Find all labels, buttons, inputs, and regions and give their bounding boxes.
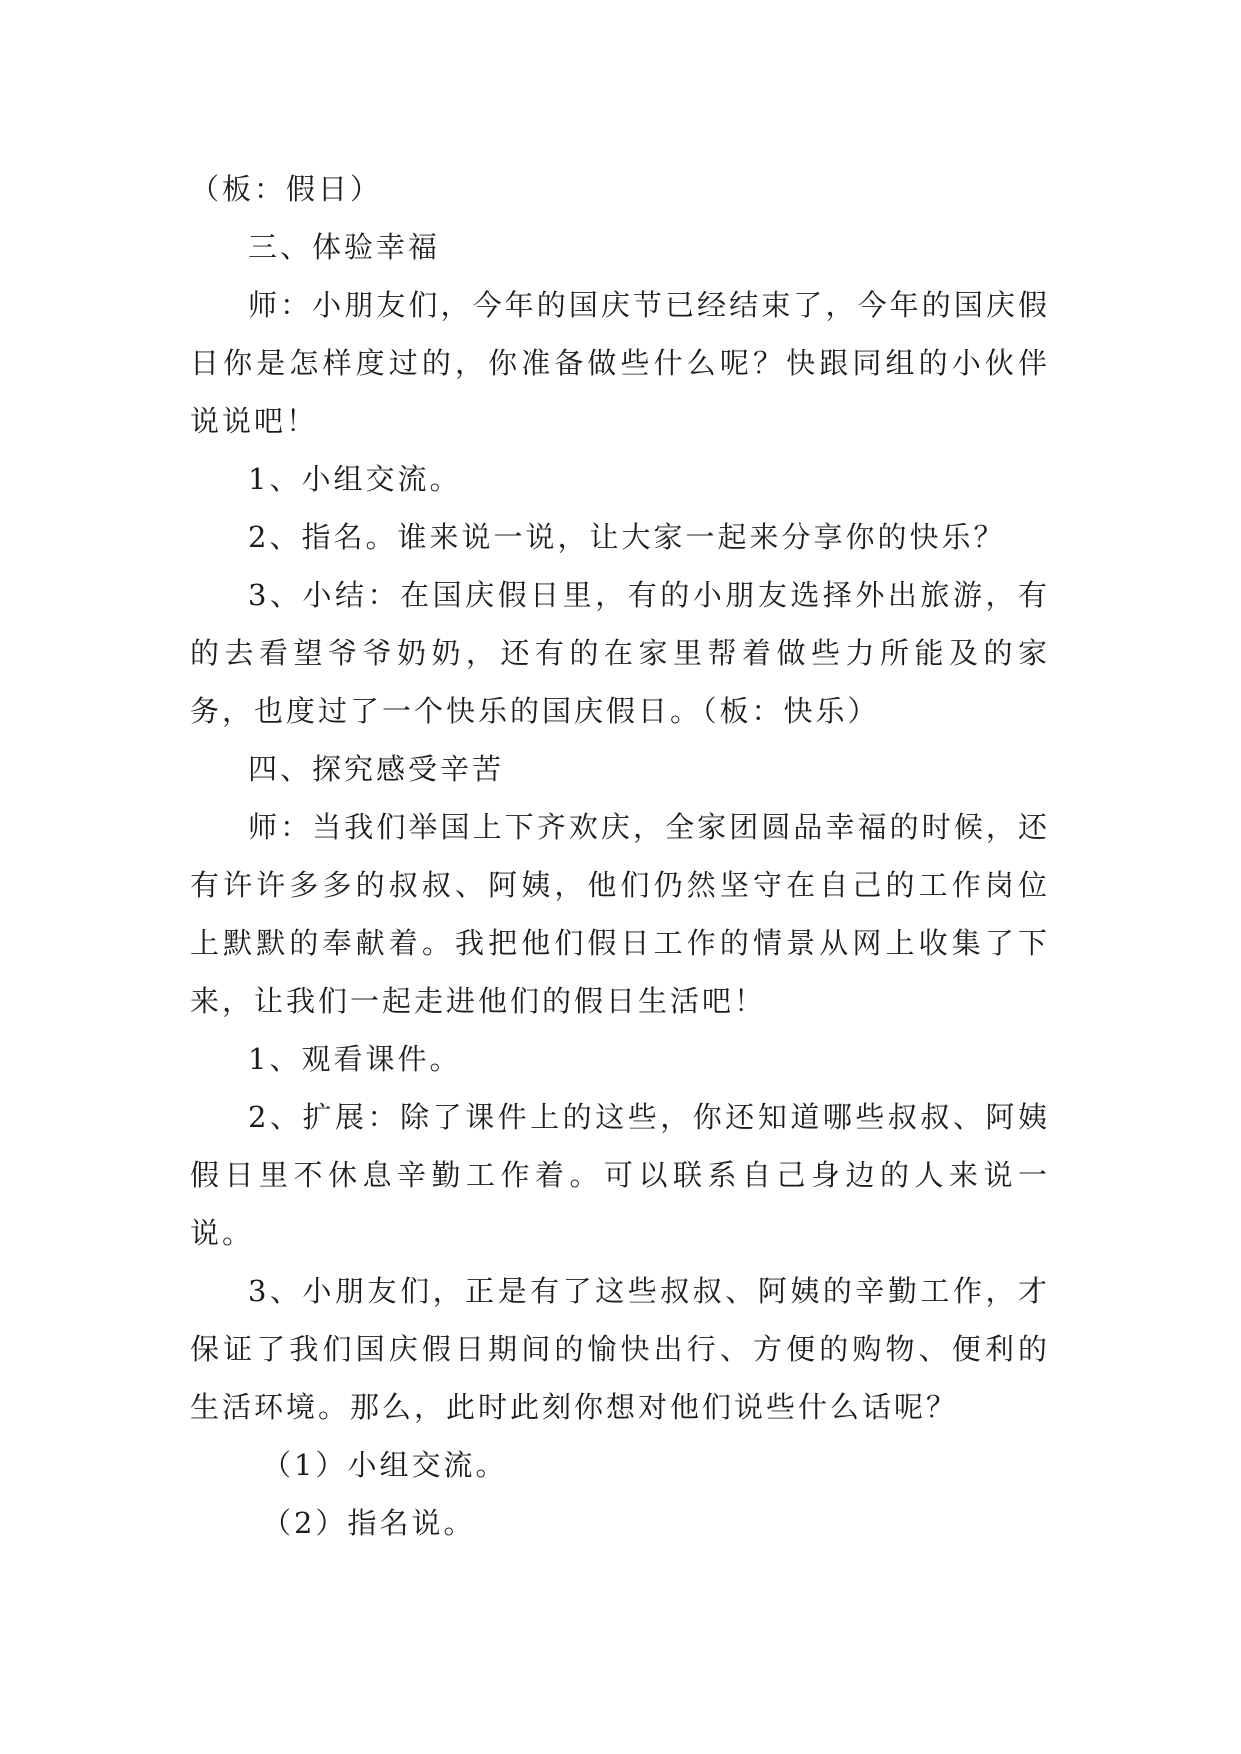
paragraph-thanks-workers: 3、小朋友们，正是有了这些叔叔、阿姨的辛勤工作，才保证了我们国庆假日期间的愉快出行、方便的购物、便利的生活环境。那么，此时此刻你想对他们说些什么话呢？	[190, 1274, 1050, 1424]
document-body	[190, 160, 1050, 1552]
paragraph-teacher-intro: 师：当我们举国上下齐欢庆，全家团圆品幸福的时候，还有许许多多的叔叔、阿姨，他们仍然坚守在自己的工作岗位上默默的奉献着。我把他们假日工作的情景从网上收集了下来，让我们一起走进他们的假日生活吧！	[190, 810, 1050, 1018]
paragraph-teacher-question: 师：小朋友们，今年的国庆节已经结束了，今年的国庆假日你是怎样度过的，你准备做些什么呢？快跟同组的小伙伴说说吧！	[190, 288, 1050, 438]
paragraph-summary: 3、小结：在国庆假日里，有的小朋友选择外出旅游，有的去看望爷爷奶奶，还有的在家里帮着做些力所能及的家务，也度过了一个快乐的国庆假日。（板：快乐）	[190, 578, 1050, 728]
section-heading-experience-happiness: 三、体验幸福	[248, 230, 441, 264]
paragraph-sub-group-discussion: （1）小组交流。	[262, 1448, 508, 1482]
section-heading-explore-hardship: 四、探究感受辛苦	[248, 752, 505, 786]
paragraph-watch-courseware: 1、观看课件。	[248, 1042, 462, 1076]
paragraph-extension: 2、扩展：除了课件上的这些，你还知道哪些叔叔、阿姨假日里不休息辛勤工作着。可以联系自己身边的人来说一说。	[190, 1100, 1050, 1250]
paragraph-sub-call-on: （2）指名说。	[262, 1506, 476, 1540]
paragraph-group-discussion: 1、小组交流。	[248, 462, 462, 496]
paragraph-board-holiday: （板：假日）	[190, 172, 383, 206]
paragraph-call-on-students: 2、指名。谁来说一说，让大家一起来分享你的快乐？	[248, 520, 1006, 554]
